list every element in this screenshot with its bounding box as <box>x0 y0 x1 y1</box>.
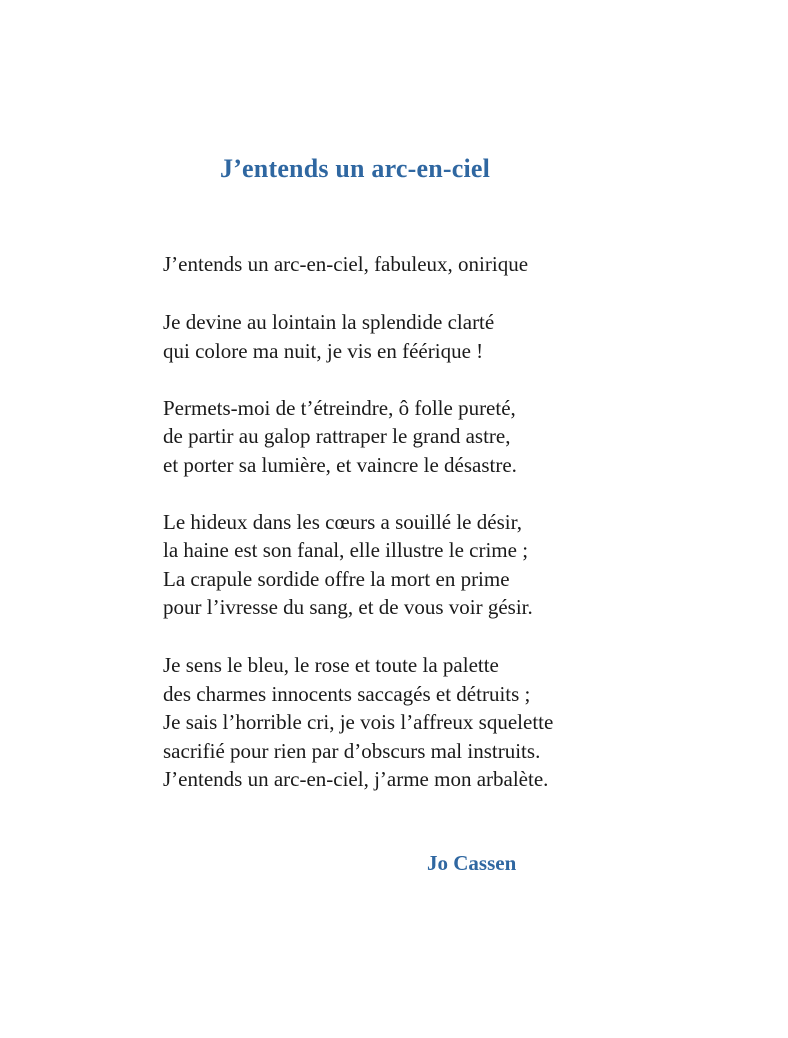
poem-line: pour l’ivresse du sang, et de vous voir gésir. <box>163 595 533 619</box>
poem-title: J’entends un arc-en-ciel <box>220 154 491 183</box>
poem-line: et porter sa lumière, et vaincre le désastre. <box>163 453 517 477</box>
poem-line: Je sais l’horrible cri, je vois l’affreux squelette <box>163 710 554 734</box>
poem-line: Le hideux dans les cœurs a souillé le désir, <box>163 510 522 534</box>
poem-line: de partir au galop rattraper le grand astre, <box>163 424 511 448</box>
poem-line: La crapule sordide offre la mort en prime <box>163 567 510 591</box>
poem-line: Je devine au lointain la splendide clarté <box>163 310 495 334</box>
poem-line: Je sens le bleu, le rose et toute la palette <box>163 653 499 677</box>
poem-line: Permets-moi de t’étreindre, ô folle pureté, <box>163 396 516 420</box>
poem-line: sacrifié pour rien par d’obscurs mal instruits. <box>163 739 541 763</box>
author-signature: Jo Cassen <box>427 851 517 875</box>
poem-line: qui colore ma nuit, je vis en féérique ! <box>163 339 484 363</box>
poem-line: J’entends un arc-en-ciel, fabuleux, onirique <box>163 252 529 276</box>
poem-line: des charmes innocents saccagés et détruits ; <box>163 682 531 706</box>
poem-line: J’entends un arc-en-ciel, j’arme mon arbalète. <box>163 767 549 791</box>
poem-line: la haine est son fanal, elle illustre le crime ; <box>163 538 529 562</box>
